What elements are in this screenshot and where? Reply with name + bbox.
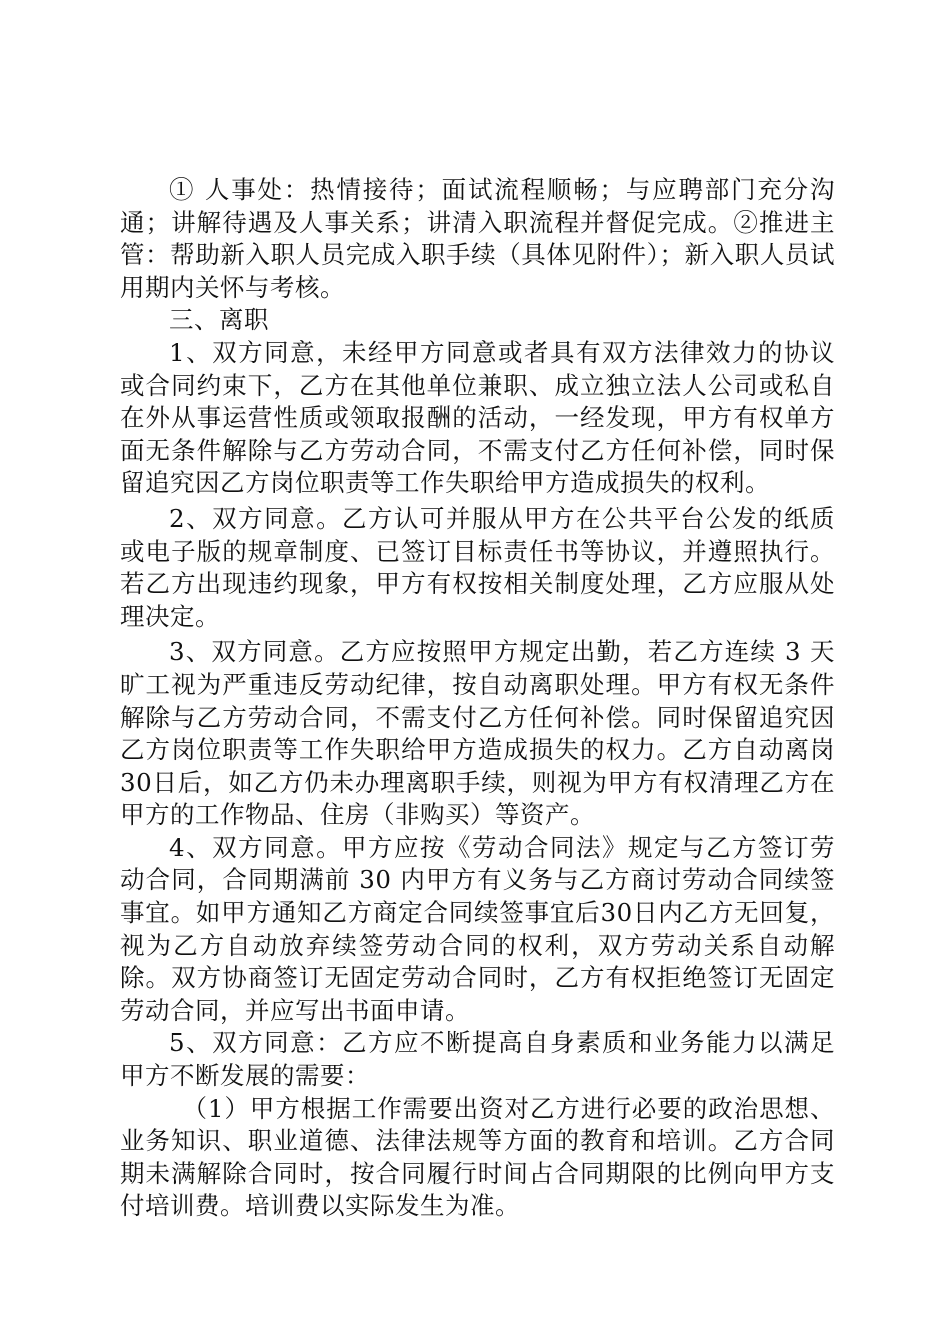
document-body xyxy=(120,174,835,1223)
section-heading-resignation: 三、离职 xyxy=(169,305,269,335)
clause-5-item-1-paragraph: （1）甲方根据工作需要出资对乙方进行必要的政治思想、业务知识、职业道德、法律法规等方面的教育和培训。乙方合同期未满解除合同时，按合同履行时间占合同期限的比例向甲方支付培训费。培训费以实际发生为准。 xyxy=(120,1093,835,1221)
clause-5-paragraph: 5、双方同意：乙方应不断提高自身素质和业务能力以满足甲方不断发展的需要： xyxy=(120,1028,835,1091)
clause-4-paragraph: 4、双方同意。甲方应按《劳动合同法》规定与乙方签订劳动合同，合同期满前 30 内甲方有义务与乙方商讨劳动合同续签事宜。如甲方通知乙方商定合同续签事宜后30日内乙方无回复，视为乙方自动放弃续签劳动合同的权利，双方劳动关系自动解除。双方协商签订无固定劳动合同时，乙方有权拒绝签订无固定劳动合同，并应写出书面申请。 xyxy=(120,832,835,1025)
paragraph-onboarding-duties: ① 人事处：热情接待；面试流程顺畅；与应聘部门充分沟通；讲解待遇及人事关系；讲清入职流程并督促完成。②推进主管：帮助新入职人员完成入职手续（具体见附件）；新入职人员试用期内关怀与考核。 xyxy=(120,175,835,302)
clause-2-paragraph: 2、双方同意。乙方认可并服从甲方在公共平台公发的纸质或电子版的规章制度、已签订目标责任书等协议，并遵照执行。若乙方出现违约现象，甲方有权按相关制度处理，乙方应服从处理决定。 xyxy=(120,503,835,631)
clause-1-paragraph: 1、双方同意，未经甲方同意或者具有双方法律效力的协议或合同约束下，乙方在其他单位兼职、成立独立法人公司或私自在外从事运营性质或领取报酬的活动，一经发现，甲方有权单方面无条件解除与乙方劳动合同，不需支付乙方任何补偿，同时保留追究因乙方岗位职责等工作失职给甲方造成损失的权利。 xyxy=(120,337,835,498)
clause-3-paragraph: 3、双方同意。乙方应按照甲方规定出勤，若乙方连续 3 天旷工视为严重违反劳动纪律，按自动离职处理。甲方有权无条件解除与乙方劳动合同，不需支付乙方任何补偿。同时保留追究因乙方岗位职责等工作失职给甲方造成损失的权力。乙方自动离岗30日后，如乙方仍未办理离职手续，则视为甲方有权清理乙方在甲方的工作物品、住房（非购买）等资产。 xyxy=(120,637,835,830)
